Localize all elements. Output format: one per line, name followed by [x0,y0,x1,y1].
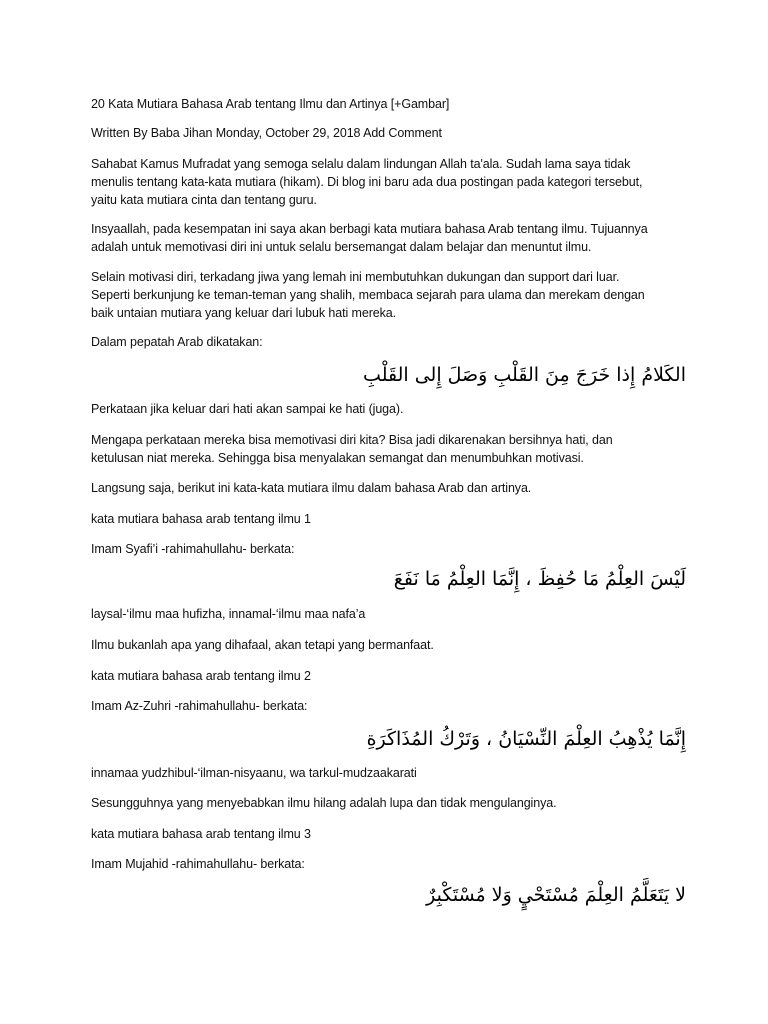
quote-2-heading: kata mutiara bahasa arab tentang ilmu 2 [91,669,311,683]
quote-2-attribution: Imam Az-Zuhri -rahimahullahu- berkata: [91,699,308,713]
paragraph-intro: Sahabat Kamus Mufradat yang semoga selalu dalam lindungan Allah ta'ala. Sudah lama saya tidak menulis tentang kata-kata mutiara (hikam). Di blog ini baru ada dua postingan pada kategori tersebut, yaitu kata mutiara cinta dan tentang guru. [91,157,643,207]
paragraph-pepatah: Dalam pepatah Arab dikatakan: [91,335,263,349]
quote-1-latin: laysal-‘ilmu maa hufizha, innamal-‘ilmu maa nafa’a [91,607,366,621]
arabic-proverb: الكَلامُ إِذا خَرَجَ مِنَ القَلْبِ وَصَلَ إِلى القَلْبِ [363,364,686,386]
quote-3-heading: kata mutiara bahasa arab tentang ilmu 3 [91,827,311,841]
paragraph-why: Mengapa perkataan mereka bisa memotivasi diri kita? Bisa jadi dikarenakan bersihnya hati, dan ketulusan niat mereka. Sehingga bisa menyalakan semangat dan menumbuhkan motivasi. [91,433,613,465]
quote-2-latin: innamaa yudzhibul-‘ilman-nisyaanu, wa tarkul-mudzaakarati [91,766,417,780]
quote-1-meaning: Ilmu bukanlah apa yang dihafaal, akan tetapi yang bermanfaat. [91,638,434,652]
paragraph-purpose: Insyaallah, pada kesempatan ini saya akan berbagi kata mutiara bahasa Arab tentang ilmu. Tujuannya adalah untuk memotivasi diri ini untuk selalu bersemangat dalam belajar dan menuntut ilmu. [91,222,648,254]
quote-1-arabic: لَيْسَ العِلْمُ مَا حُفِظَ ، إِنَّمَا العِلْمُ مَا نَفَعَ [393,568,686,590]
quote-3-arabic: لا يَتَعَلَّمُ العِلْمَ مُسْتَحْيٍ وَلا مُسْتَكْبِرٌ [426,884,686,906]
quote-1-attribution: Imam Syafi’i -rahimahullahu- berkata: [91,542,295,556]
paragraph-list-intro: Langsung saja, berikut ini kata-kata mutiara ilmu dalam bahasa Arab dan artinya. [91,481,532,495]
article-title: 20 Kata Mutiara Bahasa Arab tentang Ilmu dan Artinya [+Gambar] [91,97,450,111]
proverb-translation: Perkataan jika keluar dari hati akan sampai ke hati (juga). [91,402,404,416]
quote-3-attribution: Imam Mujahid -rahimahullahu- berkata: [91,857,305,871]
paragraph-motivation: Selain motivasi diri, terkadang jiwa yang lemah ini membutuhkan dukungan dan support dari luar. Seperti berkunjung ke teman-teman yang shalih, membaca sejarah para ulama dan merekam dengan baik untaian mutiara yang keluar dari lubuk hati mereka. [91,270,645,320]
quote-2-arabic: إِنَّمَا يُذْهِبُ العِلْمَ النِّسْيَانُ ، وَتَرْكُ المُذَاكَرَةِ [366,728,686,750]
quote-2-meaning: Sesungguhnya yang menyebabkan ilmu hilang adalah lupa dan tidak mengulanginya. [91,796,557,810]
article-byline: Written By Baba Jihan Monday, October 29, 2018 Add Comment [91,126,442,140]
quote-1-heading: kata mutiara bahasa arab tentang ilmu 1 [91,512,311,526]
